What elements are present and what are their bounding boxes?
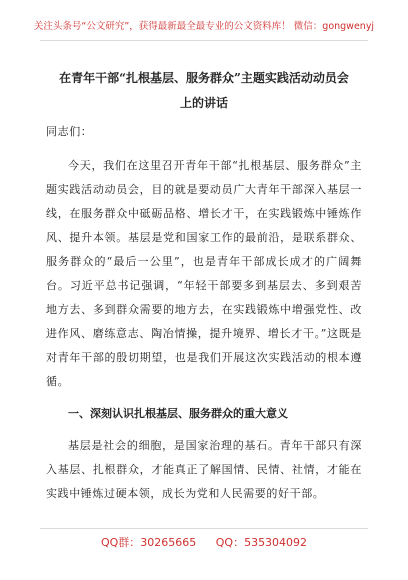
page-footer	[0, 534, 408, 550]
title-line-2: 上的讲话	[179, 96, 228, 110]
title-line-1: 在青年干部“扎根基层、服务群众”主题实践活动动员会	[59, 71, 349, 85]
footer-qq-group: QQ群：30265665	[100, 536, 197, 549]
section-heading-1: 一、深刻认识扎根基层、服务群众的重大意义	[68, 407, 288, 420]
document-body	[46, 120, 362, 510]
footer-qq: QQ：535304092	[215, 536, 308, 549]
paragraph-1: 今天，我们在这里召开青年干部“扎根基层、服务群众”主题实践活动动员会，目的就是要动员广大青年干部深入基层一线，在服务群众中砥砺品格、增长才干，在实践锻炼中锤炼作风、提升本领。基层是党和国家工作的最前沿，是联系群众、服务群众的“最后一公里”，也是青年干部成长成才的广阔舞台。习近平总书记强调，“年轻干部要多到基层去、多到艰苦地方去、多到群众需要的地方去，在实践锻炼中增强党性、改进作风、磨练意志、陶冶情操，提升境界、增长才干。”这既是对青年干部的殷切期望，也是我们开展这次实践活动的根本遵循。	[46, 159, 362, 388]
footer-divider	[40, 528, 368, 529]
page-header-notice: 关注头条号“公文研究”，获得最新最全最专业的公文资料库！ 微信：gongwenyj	[33, 21, 375, 32]
document-title	[40, 66, 368, 116]
greeting: 同志们：	[46, 125, 93, 138]
header-divider	[40, 40, 368, 41]
section-1-paragraph: 基层是社会的细胞，是国家治理的基石。青年干部只有深入基层、扎根群众，才能真正了解国情、民情、社情，才能在实践中锤炼过硬本领，成长为党和人民需要的好干部。	[46, 439, 362, 500]
